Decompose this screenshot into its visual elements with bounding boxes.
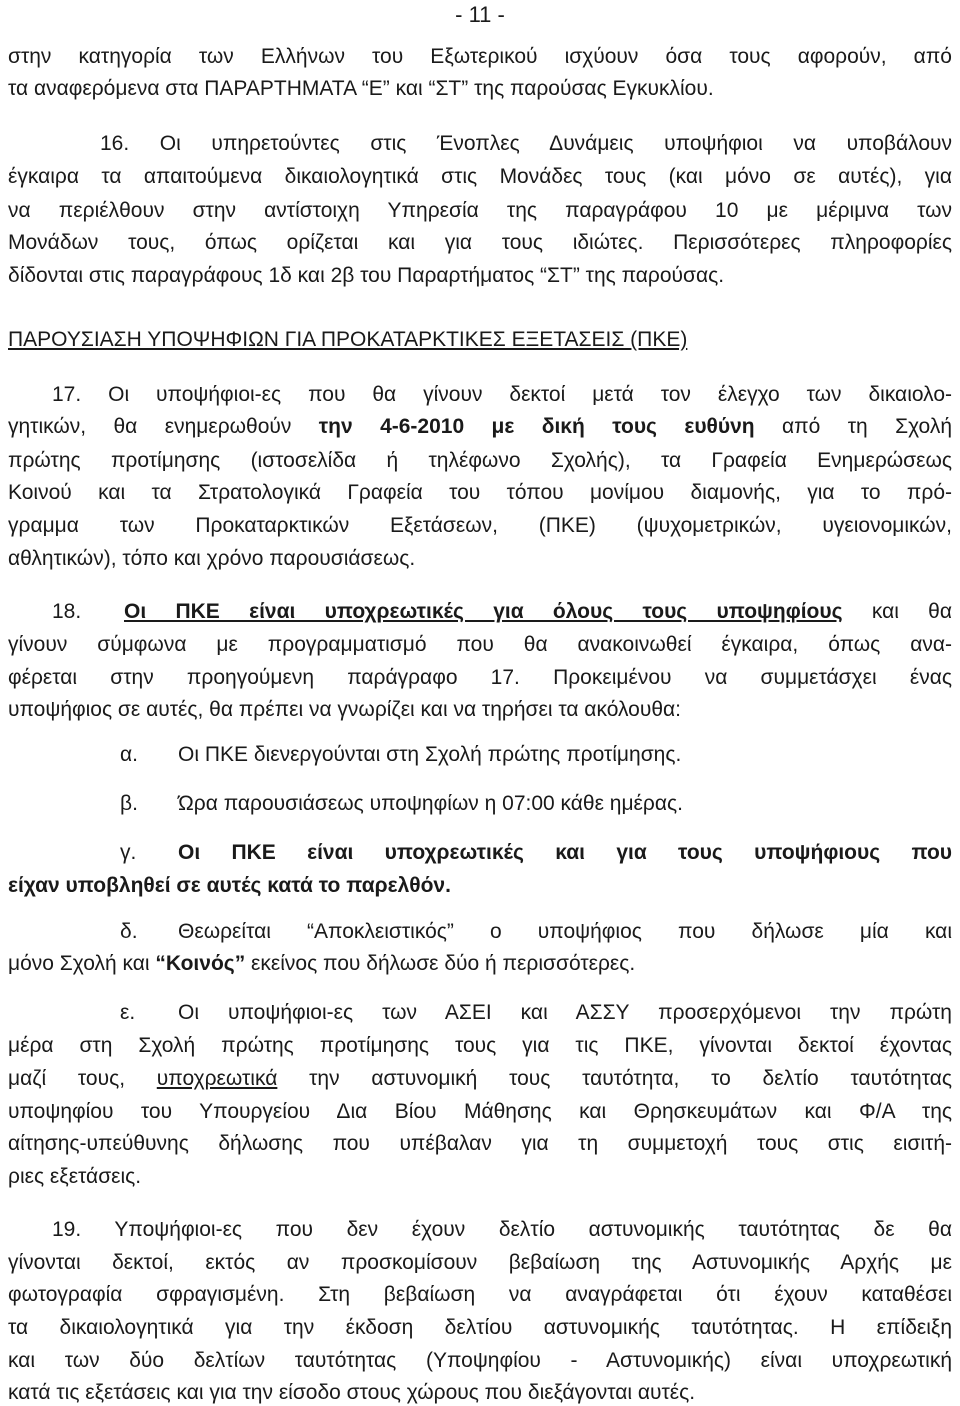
paragraph-17-line bbox=[8, 414, 952, 440]
paragraph-19-line: φωτογραφία σφραγισμένη. Στη βεβαίωση να αναγράφεται ότι έχουν καταθέσει bbox=[8, 1283, 952, 1306]
paragraph-17-line: αθλητικών), τόπο και χρόνο παρουσιάσεως. bbox=[8, 547, 416, 570]
item-text-underlined: υποχρεωτικά bbox=[156, 1067, 278, 1090]
item-label: β. bbox=[120, 792, 138, 815]
paragraph-19-line: και των δύο δελτίων ταυτότητας (Υποψηφίου - Αστυνομικής) είναι υποχρεωτική bbox=[8, 1349, 952, 1372]
paragraph-18-line: υποψήφιος σε αυτές, θα πρέπει να γνωρίζει και να τηρήσει τα ακόλουθα: bbox=[8, 698, 681, 721]
paragraph-18-line: φέρεται στην προηγούμενη παράγραφο 17. Προκειμένου να συμμετάσχει ένας bbox=[8, 666, 952, 689]
paragraph-16-line: έγκαιρα τα απαιτούμενα δικαιολογητικά στις Μονάδες τους (και μόνο σε αυτές), για bbox=[8, 165, 952, 188]
item-text-part: μόνο Σχολή και bbox=[8, 952, 156, 975]
paragraph-16-line: να περιέλθουν στην αντίστοιχη Υπηρεσία της παραγράφου 10 με μέριμνα των bbox=[8, 199, 952, 222]
item-text bbox=[8, 951, 952, 977]
paragraph-18-text: και θα bbox=[842, 600, 952, 623]
paragraph-17-line: 17. Οι υποψήφιοι-ες που θα γίνουν δεκτοί μετά τον έλεγχο των δικαιολο- bbox=[52, 383, 952, 406]
paragraph-17-line: πρώτης προτίμησης (ιστοσελίδα ή τηλέφωνο Σχολής), τα Γραφεία Ενημερώσεως bbox=[8, 449, 952, 472]
item-text: μέρα στη Σχολή πρώτης προτίμησης τους για τις ΠΚΕ, γίνονται δεκτοί έχοντας bbox=[8, 1034, 952, 1057]
item-text-emphasis: “Κοινός” bbox=[155, 952, 246, 975]
item-text-part: την αστυνομική τους ταυτότητα, το δελτίο ταυτότητας bbox=[277, 1067, 952, 1090]
paragraph-16-line: 16. Οι υπηρετούντες στις Ένοπλες Δυνάμεις υποψήφιοι να υποβάλουν bbox=[100, 132, 952, 155]
item-text-part: εκείνος που δήλωσε δύο ή περισσότερες. bbox=[245, 952, 636, 975]
item-text: αίτησης-υπεύθυνης δήλωσης που υπέβαλαν για τη συμμετοχή τους στις εισιτή- bbox=[8, 1132, 952, 1155]
page-number: - 11 - bbox=[455, 2, 505, 27]
item-label: γ. bbox=[120, 841, 137, 864]
paragraph-17-date-emphasis: την 4-6-2010 με δική τους ευθύνη bbox=[318, 415, 755, 438]
paragraph-19-line: γίνονται δεκτοί, εκτός αν προσκομίσουν βεβαίωση της Αστυνομικής Αρχής με bbox=[8, 1251, 952, 1274]
paragraph-19-line: τα δικαιολογητικά για την έκδοση δελτίου αστυνομικής ταυτότητας. Η επίδειξη bbox=[8, 1316, 952, 1339]
paragraph-17-line: γραμμα των Προκαταρκτικών Εξετάσεων, (ΠΚΕ) (ψυχομετρικών, υγειονομικών, bbox=[8, 514, 952, 537]
item-text: Θεωρείται “Αποκλειστικός” ο υποψήφιος που δήλωσε μία και bbox=[178, 920, 952, 943]
item-label: α. bbox=[120, 743, 138, 766]
paragraph-17-text: από τη Σχολή bbox=[754, 415, 952, 438]
paragraph-17-text: γητικών, θα ενημερωθούν bbox=[8, 415, 319, 438]
intro-line: τα αναφερόμενα στα ΠΑΡΑΡΤΗΜΑΤΑ “Ε” και “ΣΤ” της παρούσας Εγκυκλίου. bbox=[8, 77, 714, 100]
paragraph-16-line: Μονάδων τους, όπως ορίζεται και για τους ιδιώτες. Περισσότερες πληροφορίες bbox=[8, 231, 952, 254]
paragraph-18-emphasis: Οι ΠΚΕ είναι υποχρεωτικές για όλους τους υποψηφίους bbox=[124, 600, 843, 623]
item-text-emphasis: είχαν υποβληθεί σε αυτές κατά το παρελθόν. bbox=[8, 874, 451, 897]
item-text bbox=[8, 1066, 952, 1092]
item-text: ριες εξετάσεις. bbox=[8, 1165, 142, 1188]
item-text: Οι ΠΚΕ διενεργούνται στη Σχολή πρώτης προτίμησης. bbox=[178, 743, 682, 766]
item-text-emphasis: Οι ΠΚΕ είναι υποχρεωτικές και για τους υποψήφιους που bbox=[178, 841, 952, 864]
section-heading: ΠΑΡΟΥΣΙΑΣΗ ΥΠΟΨΗΦΙΩΝ ΓΙΑ ΠΡΟΚΑΤΑΡΚΤΙΚΕΣ ΕΞΕΤΑΣΕΙΣ (ΠΚΕ) bbox=[8, 328, 688, 351]
paragraph-18-number: 18. bbox=[52, 600, 82, 623]
paragraph-18-line: γίνουν σύμφωνα με προγραμματισμό που θα ανακοινωθεί έγκαιρα, όπως ανα- bbox=[8, 633, 952, 656]
intro-line: στην κατηγορία των Ελλήνων του Εξωτερικού ισχύουν όσα τους αφορούν, από bbox=[8, 45, 952, 68]
item-text: Οι υποψήφιοι-ες των ΑΣΕΙ και ΑΣΣΥ προσερχόμενοι την πρώτη bbox=[178, 1001, 952, 1024]
paragraph-16-line: δίδονται στις παραγράφους 1δ και 2β του Παραρτήματος “ΣΤ” της παρούσας. bbox=[8, 264, 725, 287]
item-label: δ. bbox=[120, 920, 138, 943]
paragraph-19-line: κατά τις εξετάσεις και για την είσοδο στους χώρους που διεξάγονται αυτές. bbox=[8, 1381, 696, 1404]
item-text-part: μαζί τους, bbox=[8, 1067, 157, 1090]
paragraph-18-line bbox=[124, 599, 952, 625]
paragraph-19-line: 19. Υποψήφιοι-ες που δεν έχουν δελτίο αστυνομικής ταυτότητας δε θα bbox=[52, 1218, 952, 1241]
item-text: υποψηφίου του Υπουργείου Δια Βίου Μάθησης και Θρησκευμάτων και Φ/Α της bbox=[8, 1100, 952, 1123]
paragraph-17-line: Κοινού και τα Στρατολογικά Γραφεία του τόπου μονίμου διαμονής, για το πρό- bbox=[8, 481, 952, 504]
item-label: ε. bbox=[120, 1001, 136, 1024]
item-text: Ώρα παρουσιάσεως υποψηφίων η 07:00 κάθε ημέρας. bbox=[178, 792, 683, 815]
